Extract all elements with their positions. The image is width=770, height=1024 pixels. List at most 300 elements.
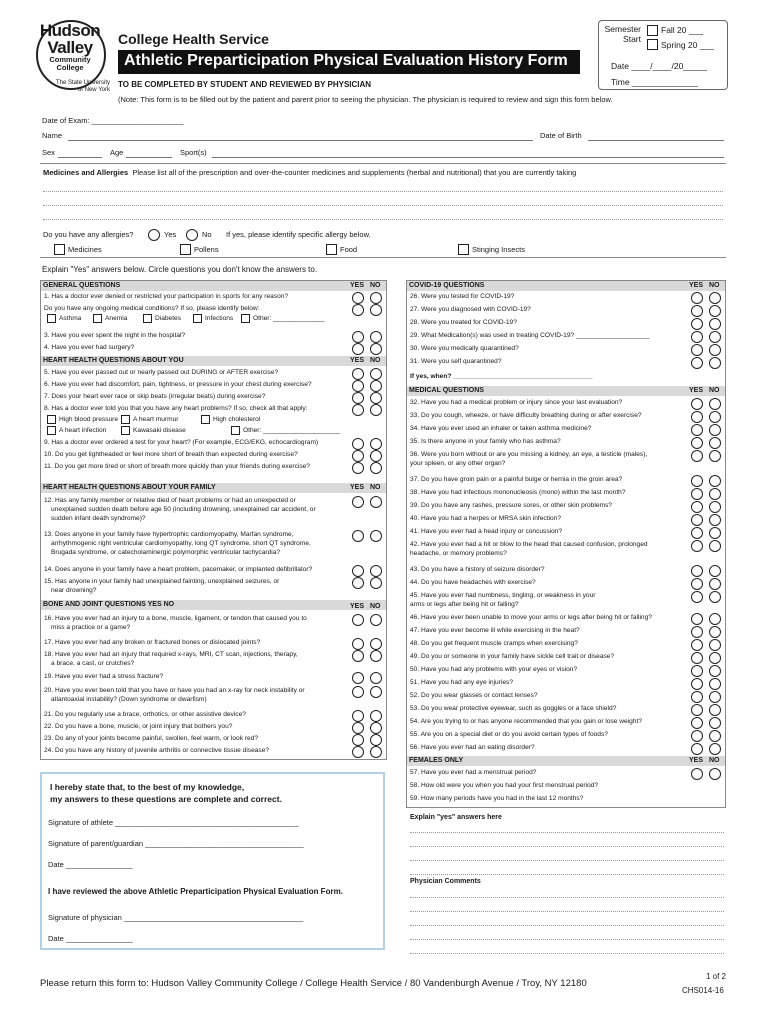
yes-radio[interactable] [691,743,703,755]
question-item: 37. Do you have groin pain or a painful bulge or hernia in the groin area? [410,476,623,483]
yes-radio[interactable] [691,501,703,513]
no-radio[interactable] [370,686,382,698]
yes-radio[interactable] [691,292,703,304]
yes-radio[interactable] [691,305,703,317]
no-radio[interactable] [709,704,721,716]
no-header: NO [709,282,720,289]
no-radio[interactable] [370,746,382,758]
yes-radio[interactable] [691,514,703,526]
yes-radio[interactable] [691,565,703,577]
heart-checkbox[interactable] [47,415,56,424]
allergy-type: Food [340,245,358,254]
explain-line[interactable] [410,865,724,875]
return-address: Please return this form to: Hudson Valley Community College / College Health Service / 80 Vandenburgh Avenue / Troy, NY 12180 [40,978,587,989]
yes-radio[interactable] [352,380,364,392]
question-item: 14. Does anyone in your family have a heart problem, pacemaker, or implanted defibrillator? [44,566,313,573]
condition-checkbox[interactable] [241,314,250,323]
no-radio[interactable] [370,577,382,589]
question-item: 3. Have you ever spent the night in the hospital? [44,332,186,339]
food-checkbox[interactable] [326,244,337,255]
time-field[interactable]: Time ______________ [611,77,699,87]
spring-label: Spring 20 ___ [661,40,714,50]
condition-checkbox[interactable] [143,314,152,323]
question-item: 40. Have you had a herpes or MRSA skin infection? [410,515,562,522]
question-item: 32. Have you had a medical problem or injury since your last evaluation? [410,399,623,406]
section-header: BONE AND JOINT QUESTIONS YES NO [41,600,386,610]
condition-checkbox[interactable] [47,314,56,323]
yes-radio[interactable] [691,626,703,638]
no-radio[interactable] [370,392,382,404]
question-item: 24. Do you have any history of juvenile arthritis or connective tissue disease? [44,747,270,754]
question-item: 26. Were you tested for COVID-19? [410,293,515,300]
yes-radio[interactable] [691,411,703,423]
fall-label: Fall 20 ___ [661,25,704,35]
explain-yes-heading: Explain "yes" answers here [410,814,502,821]
question-continued: sudden infant death syndrome)? [51,515,146,522]
yes-header: YES [689,387,704,394]
logo-tag1: The State University [55,80,110,86]
no-radio[interactable] [370,672,382,684]
question-item: 54. Are you trying to or has anyone recommended that you gain or lose weight? [410,718,643,725]
question-item: 59. How many periods have you had in the last 12 months? [410,795,584,802]
name-field[interactable] [68,140,533,141]
yes-radio[interactable] [691,717,703,729]
question-continued: near drowning? [51,587,97,594]
heart-label: High blood pressure [59,416,119,423]
service-name: College Health Service [118,31,269,47]
no-header: NO [709,387,720,394]
section-header: MEDICAL QUESTIONS [407,386,725,396]
question-continued: arms or legs after being hit or falling? [410,601,519,608]
question-continued: arrhythmogenic right ventricular cardiomyopathy, long QT syndrome, short QT syndrome, [51,540,311,547]
question-item: 38. Have you had infectious mononucleosis (mono) within the last month? [410,489,626,496]
no-radio[interactable] [709,344,721,356]
sex-field[interactable] [58,157,102,158]
question-item: 35. Is there anyone in your family who has asthma? [410,438,561,445]
date-signature-1[interactable]: Date ________________ [48,860,133,869]
heart-label: A heart murmur [133,416,179,423]
no-radio[interactable] [709,527,721,539]
condition-label: Asthma [59,315,82,322]
no-radio[interactable] [709,475,721,487]
no-radio[interactable] [709,488,721,500]
physician-comments-heading: Physician Comments [410,878,481,885]
no-radio[interactable] [370,722,382,734]
yes-radio[interactable] [691,578,703,590]
no-radio[interactable] [370,450,382,462]
yes-radio[interactable] [691,768,703,780]
statement-line1: I hereby state that, to the best of my knowledge, [50,782,245,792]
yes-radio[interactable] [691,652,703,664]
heart-checkbox[interactable] [201,415,210,424]
section-header: GENERAL QUESTIONS [41,281,386,291]
allergy-type: Pollens [194,245,219,254]
no-header: NO [370,282,381,289]
question-item: 33. Do you cough, wheeze, or have difficulty breathing during or after exercise? [410,412,642,419]
question-item: 57. Have you ever had a menstrual period? [410,769,537,776]
if-yes-when: If yes, when? ______________________________________ [410,373,593,380]
no-radio[interactable] [709,292,721,304]
section-header: FEMALES ONLY [407,756,725,766]
question-item: 6. Have you ever had discomfort, pain, tightness, or pressure in your chest during exercise? [44,381,312,388]
no-radio[interactable] [709,591,721,603]
question-item: 50. Have you had any problems with your eyes or vision? [410,666,578,673]
no-radio[interactable] [370,496,382,508]
yes-radio[interactable] [352,638,364,650]
yes-header: YES [350,282,365,289]
yes-radio[interactable] [352,331,364,343]
question-item: 51. Have you had any eye injuries? [410,679,514,686]
no-radio[interactable] [370,404,382,416]
form-note: (Note: This form is to be filled out by the patient and parent prior to seeing the physician. The physician is required to review and sign this form below. [118,95,613,104]
heart-checkbox[interactable] [47,426,56,435]
statement-line2: my answers to these questions are complete and correct. [50,794,282,804]
condition-checkbox[interactable] [193,314,202,323]
yes-radio[interactable] [352,577,364,589]
no-radio[interactable] [370,380,382,392]
no-header: NO [370,484,381,491]
comments-line[interactable] [410,944,724,954]
date-signature-2[interactable]: Date ________________ [48,934,133,943]
yes-radio[interactable] [352,746,364,758]
no-header: NO [370,357,381,364]
yes-radio[interactable] [352,686,364,698]
condition-label: Other: ______________ [253,315,325,322]
athlete-signature[interactable]: Signature of athlete ____________________________________________ [48,818,299,827]
question-continued: miss a practice or a game? [51,624,131,631]
question-continued: Brugada syndrome, or catecholaminergic polymorphic ventricular tachycardia? [51,549,281,556]
yes-radio[interactable] [352,368,364,380]
no-radio[interactable] [370,343,382,355]
yes-radio[interactable] [691,639,703,651]
no-radio[interactable] [709,578,721,590]
question-item: 15. Has anyone in your family had unexplained fainting, unexplained seizures, or [44,578,280,585]
yes-radio[interactable] [691,424,703,436]
condition-label: Diabetes [155,315,182,322]
heart-checkbox[interactable] [121,415,130,424]
no-radio[interactable] [370,565,382,577]
question-item: 10. Do you get lightheaded or feel more short of breath than expected during exercise? [44,451,298,458]
no-radio[interactable] [370,638,382,650]
question-item: 17. Have you ever had any broken or fractured bones or dislocated joints? [44,639,261,646]
allergy-type: Medicines [68,245,102,254]
no-radio[interactable] [709,331,721,343]
question-item: 11. Do you get more tired or short of breath more quickly than your friends during exercise? [44,463,310,470]
yes-header: YES [689,282,704,289]
yes-radio[interactable] [352,438,364,450]
question-item: 18. Have you ever had an injury that required x-rays, MRI, CT scan, injections, therapy, [44,651,298,658]
name-label: Name [42,131,63,140]
question-item: 30. Were you medically quarantined? [410,345,519,352]
yes-radio[interactable] [352,343,364,355]
right-questions-column [406,280,726,808]
allergy-yes-radio[interactable] [148,229,160,241]
no-radio[interactable] [709,501,721,513]
allergy-no-label: No [202,230,212,239]
heart-label: A heart infection [59,427,107,434]
physician-signature[interactable]: Signature of physician ___________________________________________ [48,913,304,922]
yes-radio[interactable] [691,475,703,487]
yes-radio[interactable] [352,565,364,577]
question-continued: your spleen, or any other organ? [410,460,506,467]
question-continued: a brace, a cast, or crutches? [51,660,135,667]
no-radio[interactable] [370,331,382,343]
no-radio[interactable] [709,743,721,755]
explain-instructions: Explain "Yes" answers below. Circle questions you don't know the answers to. [42,265,318,274]
no-radio[interactable] [709,717,721,729]
no-radio[interactable] [370,530,382,542]
no-radio[interactable] [370,710,382,722]
physician-review-statement: I have reviewed the above Athletic Preparticipation Physical Evaluation Form. [48,887,343,896]
medicines-section [40,163,726,258]
allergies-question: Do you have any allergies? [43,230,134,239]
question-item: 16. Have you ever had an injury to a bone, muscle, ligament, or tendon that caused you to [44,615,307,622]
question-item: 5. Have you ever passed out or nearly passed out DURING or AFTER exercise? [44,369,279,376]
medicines-checkbox[interactable] [54,244,65,255]
question-continued: headache, or memory problems? [410,550,507,557]
no-radio[interactable] [709,768,721,780]
sport-field[interactable] [212,157,724,158]
question-item: 28. Were you treated for COVID-19? [410,319,517,326]
yes-radio[interactable] [352,292,364,304]
no-radio[interactable] [709,678,721,690]
question-item: 53. Do you wear protective eyewear, such as goggles or a face shield? [410,705,617,712]
medicines-line[interactable] [43,210,723,220]
yes-header: YES [350,357,365,364]
logo-line3: Community [49,55,91,64]
explain-line[interactable] [410,823,724,833]
section-header: HEART HEALTH QUESTIONS ABOUT YOUR FAMILY [41,483,386,493]
no-header: NO [370,603,381,610]
yes-radio[interactable] [691,691,703,703]
dob-field[interactable] [588,140,724,141]
logo-tag2: of New York [77,87,110,93]
question-item: 27. Were you diagnosed with COVID-19? [410,306,531,313]
yes-radio[interactable] [352,722,364,734]
page-number: 1 of 2 [705,972,726,981]
age-label: Age [110,148,124,157]
question-item: 36. Were you born without or are you missing a kidney, an eye, a testicle (males), [410,451,648,458]
yes-radio[interactable] [691,357,703,369]
no-radio[interactable] [709,626,721,638]
question-item: Do you have any ongoing medical conditions? If so, please identify below: [44,305,260,312]
logo-line1: Hudson [39,21,101,40]
section-header: HEART HEALTH QUESTIONS ABOUT YOU [41,356,386,366]
question-item: 42. Have you ever had a hit or blow to the head that caused confusion, prolonged [410,541,648,548]
question-item: 21. Do you regularly use a brace, orthotics, or other assistive device? [44,711,246,718]
yes-radio[interactable] [352,404,364,416]
no-radio[interactable] [370,368,382,380]
question-item: 7. Does your heart ever race or skip beats (irregular beats) during exercise? [44,393,266,400]
sex-label: Sex [42,148,55,157]
allergy-no-radio[interactable] [186,229,198,241]
question-item: 29. What Medication(s) was used in treating COVID-19? ____________________ [410,332,650,339]
yes-radio[interactable] [352,392,364,404]
yes-header: YES [350,603,365,610]
pollens-checkbox[interactable] [180,244,191,255]
yes-radio[interactable] [352,450,364,462]
no-radio[interactable] [709,639,721,651]
question-item: 23. Do any of your joints become painful, swollen, feel warm, or look red? [44,735,259,742]
no-radio[interactable] [709,691,721,703]
no-radio[interactable] [709,450,721,462]
heart-checkbox[interactable] [231,426,240,435]
question-item: 13. Does anyone in your family have hypertrophic cardiomyopathy, Marfan syndrome, [44,531,294,538]
question-item: 19. Have you ever had a stress fracture? [44,673,164,680]
no-radio[interactable] [370,304,382,316]
question-item: 44. Do you have headaches with exercise? [410,579,536,586]
yes-radio[interactable] [691,730,703,742]
allergy-yes-label: Yes [164,230,177,239]
question-continued: atlantoaxial instability? (Down syndrome or dwarfism) [51,696,207,703]
fall-checkbox[interactable] [647,25,658,36]
question-item: 48. Do you get frequent muscle cramps when exercising? [410,640,578,647]
allergy-type: Stinging Insects [472,245,525,254]
no-radio[interactable] [709,318,721,330]
comments-line[interactable] [410,902,724,912]
yes-radio[interactable] [691,450,703,462]
age-field[interactable] [126,157,172,158]
medicines-heading: Medicines and Allergies Please list all of the prescription and over-the-counter medicines and supplements (herbal and nutritional) that you are currently taking [43,168,577,177]
allergy-identify: If yes, please identify specific allergy below. [226,230,371,239]
no-radio[interactable] [709,540,721,552]
yes-radio[interactable] [352,734,364,746]
sport-label: Sport(s) [180,148,207,157]
logo [30,22,110,94]
no-radio[interactable] [709,305,721,317]
yes-radio[interactable] [691,665,703,677]
medicines-line[interactable] [43,182,723,192]
form-subtitle: TO BE COMPLETED BY STUDENT AND REVIEWED BY PHYSICIAN [118,80,372,89]
question-item: 43. Do you have a history of seizure disorder? [410,566,545,573]
yes-radio[interactable] [691,344,703,356]
question-item: 12. Has any family member or relative died of heart problems or had an unexpected or [44,497,296,504]
yes-radio[interactable] [352,614,364,626]
yes-radio[interactable] [691,318,703,330]
heart-label: Other: _____________________ [243,427,341,434]
no-header: NO [709,757,720,764]
yes-radio[interactable] [691,331,703,343]
yes-radio[interactable] [691,678,703,690]
no-radio[interactable] [370,462,382,474]
yes-radio[interactable] [352,710,364,722]
yes-radio[interactable] [691,613,703,625]
left-questions-column [40,280,387,760]
explain-line[interactable] [410,851,724,861]
medicines-line[interactable] [43,196,723,206]
yes-radio[interactable] [691,540,703,552]
exam-date-field[interactable]: Date of Exam: ______________________ [42,116,184,125]
no-radio[interactable] [709,565,721,577]
yes-radio[interactable] [352,530,364,542]
form-code: CHS014-16 [682,986,724,995]
yes-radio[interactable] [352,462,364,474]
question-item: 41. Have you ever had a head injury or concussion? [410,528,563,535]
no-radio[interactable] [709,357,721,369]
no-radio[interactable] [370,292,382,304]
no-radio[interactable] [709,665,721,677]
yes-radio[interactable] [691,437,703,449]
yes-radio[interactable] [352,496,364,508]
question-item: 45. Have you ever had numbness, tingling, or weakness in your [410,592,596,599]
comments-line[interactable] [410,888,724,898]
date-field[interactable]: Date ____/____/20_____ [611,61,707,71]
question-item: 34. Have you ever used an inhaler or taken asthma medicine? [410,425,592,432]
condition-label: Anemia [105,315,128,322]
question-item: 49. Do you or someone in your family have sickle cell trait or disease? [410,653,615,660]
question-item: 46. Have you ever been unable to move your arms or legs after being hit or falling? [410,614,652,621]
question-item: 1. Has a doctor ever denied or restricted your participation in sports for any reason? [44,293,289,300]
insects-checkbox[interactable] [458,244,469,255]
form-title: Athletic Preparticipation Physical Evaluation History Form [118,50,580,74]
question-item: 22. Do you have a bone, muscle, or joint injury that bothers you? [44,723,233,730]
no-radio[interactable] [709,398,721,410]
no-radio[interactable] [709,514,721,526]
dob-label: Date of Birth [540,131,582,140]
condition-checkbox[interactable] [93,314,102,323]
comments-line[interactable] [410,930,724,940]
section-header: COVID-19 QUESTIONS [407,281,725,291]
comments-line[interactable] [410,916,724,926]
heart-label: High cholesterol [213,416,261,423]
yes-radio[interactable] [691,398,703,410]
no-radio[interactable] [709,424,721,436]
semester-box [598,20,728,90]
no-radio[interactable] [370,438,382,450]
yes-radio[interactable] [691,527,703,539]
question-item: 39. Do you have any rashes, pressure sores, or other skin problems? [410,502,612,509]
yes-radio[interactable] [691,591,703,603]
question-item: 20. Have you ever been told that you have or have you had an x-ray for neck instability or [44,687,305,694]
no-radio[interactable] [709,730,721,742]
question-item: 4. Have you ever had surgery? [44,344,135,351]
question-continued: unexplained sudden death before age 50 (including drowning, unexplained car accident, or [51,506,316,513]
no-radio[interactable] [370,734,382,746]
no-radio[interactable] [709,613,721,625]
no-radio[interactable] [370,650,382,662]
yes-header: YES [350,484,365,491]
statement-box [40,772,385,950]
yes-radio[interactable] [691,488,703,500]
spring-checkbox[interactable] [647,39,658,50]
question-item: 55. Are you on a special diet or do you avoid certain types of foods? [410,731,608,738]
no-radio[interactable] [709,437,721,449]
no-radio[interactable] [370,614,382,626]
heart-checkbox[interactable] [121,426,130,435]
semester-label: Semester Start [604,24,641,44]
logo-line4: College [56,63,84,72]
yes-radio[interactable] [352,650,364,662]
question-item: 52. Do you wear glasses or contact lenses? [410,692,538,699]
question-item: 31. Were you self quarantined? [410,358,502,365]
question-item: 9. Has a doctor ever ordered a test for your heart? (For example, ECG/EKG, echocardiogram) [44,439,319,446]
question-item: 58. How old were you when you had your first menstrual period? [410,782,599,789]
yes-radio[interactable] [352,672,364,684]
logo-line2: Valley [47,38,93,57]
parent-signature[interactable]: Signature of parent/guardian ______________________________________ [48,839,304,848]
question-item: 8. Has a doctor ever told you that you have any heart problems? If so, check all that apply: [44,405,308,412]
question-item: 56. Have you ever had an eating disorder? [410,744,535,751]
no-radio[interactable] [709,411,721,423]
explain-line[interactable] [410,837,724,847]
question-item: 47. Have you ever become ill while exercising in the heat? [410,627,580,634]
yes-header: YES [689,757,704,764]
heart-label: Kawasaki disease [133,427,186,434]
yes-radio[interactable] [352,304,364,316]
no-radio[interactable] [709,652,721,664]
yes-radio[interactable] [691,704,703,716]
condition-label: Infections [205,315,234,322]
